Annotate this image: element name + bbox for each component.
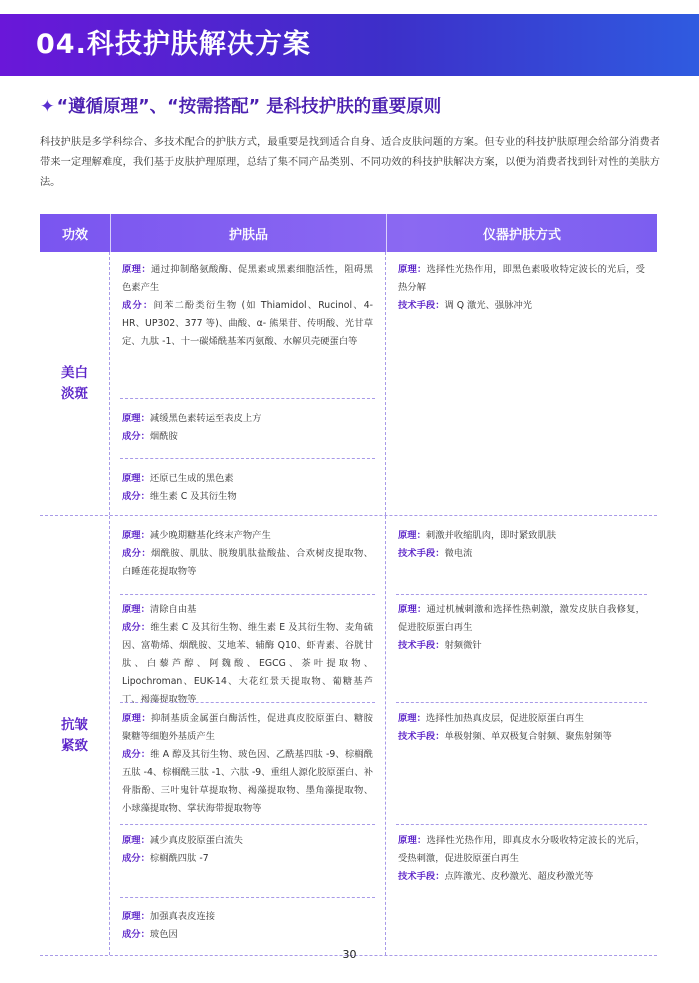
- skincare-cell: [110, 703, 385, 825]
- sparkle-icon: ✦: [40, 97, 55, 117]
- skincare-cell: [110, 252, 385, 399]
- ingredient-text: 烟酰胺: [149, 431, 178, 442]
- device-cell: [386, 516, 657, 595]
- principle-text: 选择性光热作用，即真皮水分吸收特定波长的光后，受热刺激，促进胶原蛋白再生: [398, 835, 645, 864]
- ingredient-text: 维 A 醇及其衍生物、玻色因、乙酰基四肽 -9、棕榈酰五肽 -4、棕榈酰三肽 -1、六肽 -9、重组人源化胶原蛋白、补骨脂酚、三叶鬼针草提取物、褐藻提取物、墨角藻提取物、小球藻提取物、掌状海带提取物等: [122, 749, 373, 814]
- ingredient-label: 成分：: [122, 929, 150, 940]
- header-device: 仪器护肤方式: [386, 214, 657, 252]
- technique-text: 单极射频、单双极复合射频、聚焦射频等: [444, 731, 612, 742]
- principle-label: 原理：: [398, 713, 426, 724]
- principle-label: 原理：: [398, 530, 426, 541]
- table-row-antiwrinkle: [40, 516, 657, 956]
- technique-label: 技术手段：: [398, 640, 445, 651]
- skincare-cell: [110, 595, 385, 703]
- ingredient-label: 成分：: [122, 491, 150, 502]
- ingredient-text: 烟酰胺、肌肽、脱羧肌肽盐酸盐、合欢树皮提取物、白睡莲花提取物等: [122, 548, 373, 577]
- ingredient-label: 成分：: [122, 749, 151, 760]
- principle-text: 还原已生成的黑色素: [149, 473, 234, 484]
- principle-label: 原理：: [122, 835, 150, 846]
- header-effect: 功效: [61, 227, 88, 243]
- principle-label: 原理：: [398, 604, 427, 615]
- ingredient-label: 成分：: [122, 853, 150, 864]
- ingredient-text: 玻色因: [149, 929, 178, 940]
- ingredient-text: 棕榈酰四肽 -7: [149, 853, 209, 864]
- principle-label: 原理：: [122, 604, 150, 615]
- principle-label: 原理：: [122, 713, 152, 724]
- banner-title: 04.科技护肤解决方案: [36, 29, 311, 60]
- intro-paragraph: 科技护肤是多学科综合、多技术配合的护肤方式，最重要是找到适合自身、适合皮肤问题的方案。但专业的科技护肤原理会给部分消费者带来一定理解难度，我们基于皮肤护理原理，总结了集不同产品类别、不同功效的科技护肤解决方案，以便为消费者找到针对性的美肤方法。: [40, 137, 660, 188]
- effect-label-whitening: [40, 252, 110, 515]
- effect-label-line: 美白: [61, 364, 88, 381]
- principle-label: 原理：: [122, 264, 152, 275]
- device-cell: [386, 252, 657, 315]
- technique-text: 点阵激光、皮秒激光、超皮秒激光等: [444, 871, 594, 882]
- effect-label-line: 淡斑: [61, 385, 88, 402]
- device-cell: [386, 703, 657, 825]
- technique-text: 微电流: [444, 548, 473, 559]
- ingredient-text: 间苯二酚类衍生物 (如 Thiamidol、Rucinol、4-HR、UP302、377 等)、曲酸、α- 熊果苷、传明酸、光甘草定、九肽 -1、十一碳烯酰基苯丙氨酸、水解贝壳硬蛋白等: [122, 300, 373, 347]
- principle-text: 选择性光热作用，即黑色素吸收特定波长的光后，受热分解: [398, 264, 645, 293]
- principle-text: 通过抑制酪氨酸酶、促黑素或黑素细胞活性，阻碍黑色素产生: [122, 264, 373, 293]
- section-title: [40, 94, 441, 120]
- skincare-cell: [110, 459, 385, 516]
- principle-text: 减少真皮胶原蛋白流失: [149, 835, 243, 846]
- ingredient-text: 维生素 C 及其衍生物: [149, 491, 237, 502]
- header-skincare: 护肤品: [110, 214, 386, 252]
- device-column: [386, 252, 657, 515]
- ingredient-label: 成分：: [122, 622, 151, 633]
- section-title-text: “遵循原理”、“按需搭配” 是科技护肤的重要原则: [56, 97, 442, 117]
- device-column: [386, 516, 657, 955]
- skincare-cell: [110, 516, 385, 595]
- technique-label: 技术手段：: [398, 300, 445, 311]
- effect-label-line: 紧致: [61, 737, 88, 754]
- principle-label: 原理：: [122, 911, 150, 922]
- solutions-table: [40, 214, 657, 956]
- principle-label: 原理：: [122, 473, 150, 484]
- principle-label: 原理：: [122, 530, 150, 541]
- skincare-cell: [110, 399, 385, 459]
- table-row-whitening: [40, 252, 657, 516]
- page-banner: [0, 14, 699, 76]
- principle-text: 抑制基质金属蛋白酶活性，促进真皮胶原蛋白、糖胺聚糖等细胞外基质产生: [122, 713, 373, 742]
- principle-text: 选择性加热真皮层，促进胶原蛋白再生: [425, 713, 584, 724]
- ingredient-text: 维生素 C 及其衍生物、维生素 E 及其衍生物、麦角硫因、富勒烯、烟酰胺、艾地苯、辅酶 Q10、虾青素、谷胱甘肽、白藜芦醇、阿魏酸、EGCG、茶叶提取物、Lipochroman、EUK-14、大花红景天提取物、葡糖基芦丁、褐藻提取物等: [122, 622, 373, 705]
- principle-text: 清除自由基: [149, 604, 197, 615]
- technique-text: 射频微针: [444, 640, 482, 651]
- technique-text: 调 Q 激光、强脉冲光: [444, 300, 533, 311]
- effect-label-line: 抗皱: [61, 716, 88, 733]
- device-cell: [386, 595, 657, 703]
- effect-label-antiwrinkle: [40, 516, 110, 955]
- principle-text: 加强真表皮连接: [149, 911, 215, 922]
- principle-text: 刺激并收缩肌肉，即时紧致肌肤: [425, 530, 557, 541]
- principle-text: 通过机械刺激和选择性热刺激，激发皮肤自我修复，促进胶原蛋白再生: [398, 604, 645, 633]
- technique-label: 技术手段：: [398, 871, 445, 882]
- principle-label: 原理：: [122, 413, 150, 424]
- technique-label: 技术手段：: [398, 731, 445, 742]
- table-header: [40, 214, 657, 252]
- device-cell: [386, 825, 657, 886]
- skincare-column: [110, 516, 386, 955]
- principle-text: 减缓黑色素转运至表皮上方: [149, 413, 262, 424]
- technique-label: 技术手段：: [398, 548, 445, 559]
- ingredient-label: 成分：: [122, 548, 152, 559]
- ingredient-label: 成分：: [122, 300, 154, 311]
- page-number: 30: [342, 948, 357, 961]
- skincare-column: [110, 252, 386, 515]
- ingredient-label: 成分：: [122, 431, 150, 442]
- principle-label: 原理：: [398, 264, 427, 275]
- principle-label: 原理：: [398, 835, 427, 846]
- skincare-cell: [110, 825, 385, 898]
- principle-text: 减少晚期糖基化终末产物产生: [149, 530, 271, 541]
